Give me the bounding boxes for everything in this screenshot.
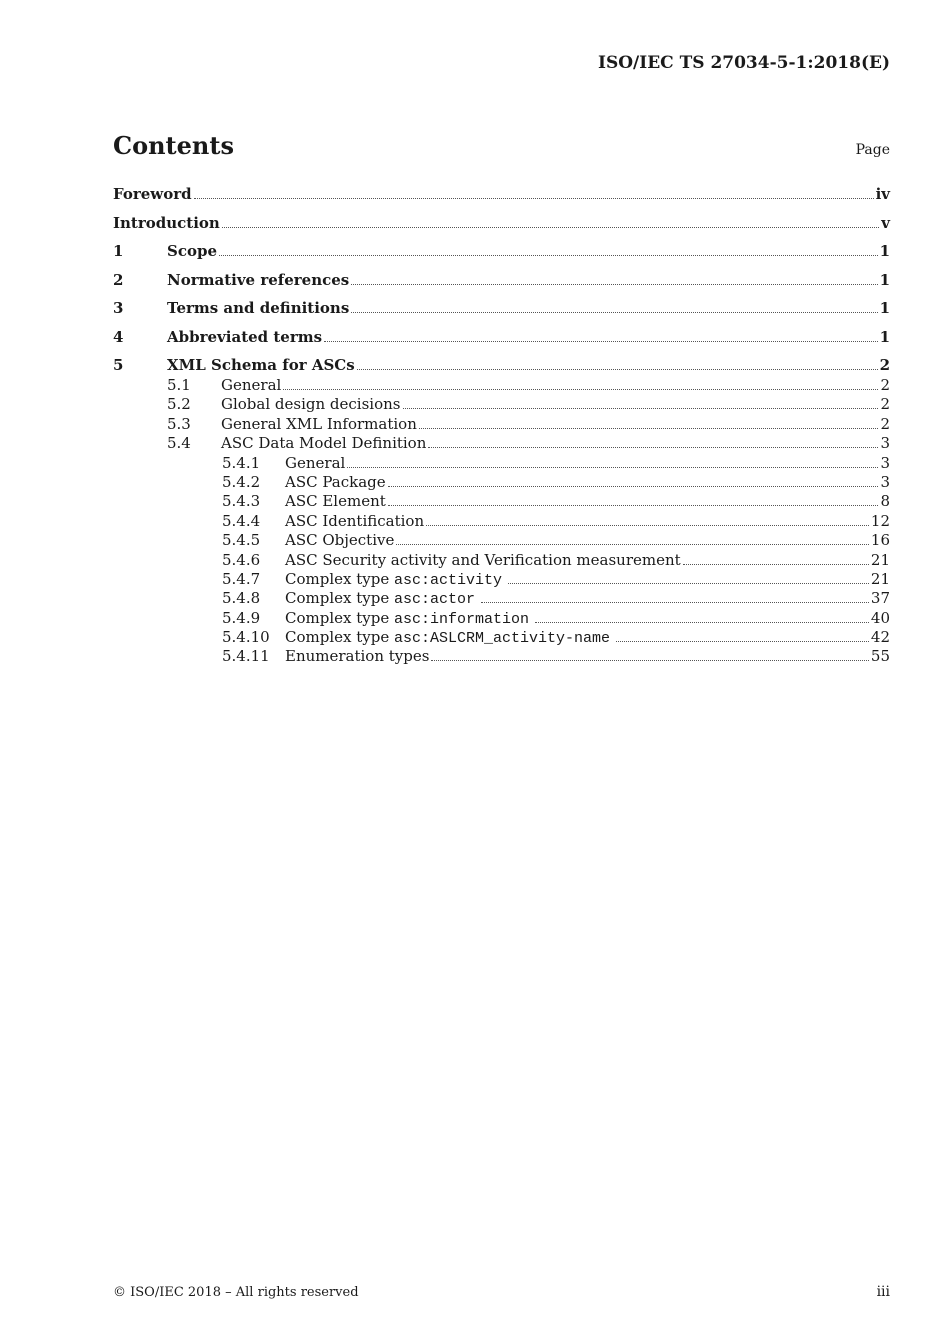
toc-label: XML Schema for ASCs	[167, 356, 355, 374]
toc-code: asc:ASLCRM_activity-name	[393, 630, 611, 648]
toc-number: 5.4.10	[222, 628, 270, 647]
toc-page: v	[881, 213, 890, 232]
dot-leader	[219, 255, 878, 256]
toc-number: 3	[113, 299, 124, 317]
toc-label: General XML Information	[221, 414, 417, 433]
dot-leader	[388, 505, 879, 506]
toc-page: 3	[880, 453, 890, 472]
toc-label: ASC Data Model Definition	[221, 434, 427, 453]
toc-entry-5-4[interactable]	[113, 434, 890, 453]
toc-number: 5.3	[167, 414, 191, 433]
toc-page: 2	[879, 356, 890, 374]
toc-entry-normative-references[interactable]	[113, 271, 890, 300]
page-column-label: Page	[855, 142, 890, 158]
toc-number: 5.4.8	[222, 589, 261, 608]
dot-leader	[357, 369, 878, 370]
toc-number: 5.4	[167, 434, 191, 453]
toc-label: Abbreviated terms	[167, 327, 323, 346]
toc-label: Introduction	[113, 213, 220, 232]
toc-number: 5.4.3	[222, 492, 261, 511]
toc-entry-5-2[interactable]	[113, 395, 890, 414]
toc-number: 4	[113, 327, 124, 346]
toc-entry-5-4-3[interactable]	[113, 492, 890, 511]
toc-code: asc:information	[393, 610, 530, 628]
toc-label: Scope	[167, 242, 218, 260]
toc-label: ASC Security activity and Verification measurement	[285, 550, 681, 569]
dot-leader	[428, 447, 878, 448]
toc-number: 5	[113, 356, 124, 374]
toc-entry-5-4-5[interactable]	[113, 531, 890, 550]
toc-number: 5.4.11	[222, 647, 270, 666]
toc-number: 5.1	[167, 376, 191, 394]
dot-leader	[508, 583, 869, 584]
toc-code: asc:activity	[393, 571, 503, 589]
toc-page: 21	[870, 569, 890, 588]
toc-number: 5.4.2	[222, 472, 261, 491]
toc-number: 5.4.1	[222, 453, 261, 472]
dot-leader	[616, 641, 869, 642]
toc-page: 40	[870, 608, 890, 627]
toc-entry-5-4-11[interactable]	[113, 647, 890, 666]
toc-page: 21	[870, 550, 890, 569]
toc-entry-5-4-1[interactable]	[113, 454, 890, 473]
dot-leader	[351, 312, 877, 313]
page-number: iii	[876, 1284, 890, 1300]
toc-label: ASC Package	[285, 472, 386, 491]
toc-page: 2	[880, 376, 890, 394]
toc-entry-xml-schema[interactable]	[113, 356, 890, 376]
toc-entry-5-4-4[interactable]	[113, 512, 890, 531]
toc-label: ASC Element	[285, 492, 386, 511]
dot-leader	[419, 428, 879, 429]
toc-label: Complex type	[285, 569, 394, 588]
toc-label: General	[285, 453, 346, 472]
toc-label: Terms and definitions	[167, 299, 350, 317]
dot-leader	[347, 467, 878, 468]
toc-label: General	[221, 376, 282, 394]
toc-page: 3	[880, 434, 890, 453]
toc-page: 1	[879, 270, 890, 289]
toc-number: 5.4.7	[222, 569, 261, 588]
dot-leader	[283, 389, 878, 390]
toc-number: 5.4.6	[222, 550, 261, 569]
toc-entry-scope[interactable]	[113, 242, 890, 271]
dot-leader	[431, 660, 868, 661]
toc-label: Normative references	[167, 270, 350, 289]
toc-page: 8	[880, 492, 890, 511]
toc-page: 2	[880, 395, 890, 414]
toc-number: 5.4.9	[222, 608, 261, 627]
toc-page: 12	[870, 511, 890, 530]
toc-entry-5-1[interactable]	[113, 376, 890, 395]
toc-page: 42	[870, 628, 890, 647]
dot-leader	[194, 198, 874, 199]
toc-entry-terms-definitions[interactable]	[113, 299, 890, 328]
toc-page: 1	[879, 299, 890, 317]
dot-leader	[396, 544, 869, 545]
toc-entry-5-4-6[interactable]	[113, 551, 890, 570]
toc-page: 1	[879, 327, 890, 346]
toc-label: Enumeration types	[285, 647, 430, 666]
document-id: ISO/IEC TS 27034-5-1:2018(E)	[598, 53, 890, 73]
toc-number: 5.4.5	[222, 531, 261, 550]
dot-leader	[324, 341, 877, 342]
toc-entry-5-4-2[interactable]	[113, 473, 890, 492]
toc-label: Complex type	[285, 608, 394, 627]
toc-number: 5.4.4	[222, 511, 261, 530]
dot-leader	[351, 284, 877, 285]
toc-label: Complex type	[285, 589, 394, 608]
toc-number: 2	[113, 270, 124, 289]
dot-leader	[481, 602, 869, 603]
toc-entry-5-4-7[interactable]	[113, 570, 890, 589]
toc-label: ASC Objective	[285, 531, 395, 550]
page-title: Contents	[113, 131, 234, 160]
toc-entry-abbreviated-terms[interactable]	[113, 328, 890, 357]
toc-entry-5-3[interactable]	[113, 415, 890, 434]
toc-label: ASC Identification	[285, 511, 425, 530]
toc-code: asc:actor	[393, 591, 475, 609]
toc-entry-5-4-8[interactable]	[113, 589, 890, 608]
toc-page: 55	[870, 647, 890, 666]
dot-leader	[403, 408, 879, 409]
toc-label: Complex type	[285, 628, 394, 647]
toc-page: iv	[875, 185, 890, 203]
dot-leader	[388, 486, 879, 487]
toc-page: 3	[880, 472, 890, 491]
toc-label: Foreword	[113, 185, 192, 203]
toc-number: 5.2	[167, 395, 191, 414]
toc-page: 37	[870, 589, 890, 608]
toc-entry-5-4-9[interactable]	[113, 609, 890, 628]
toc-label: Global design decisions	[221, 395, 401, 414]
dot-leader	[426, 525, 869, 526]
table-of-contents	[113, 185, 890, 667]
toc-page: 2	[880, 414, 890, 433]
toc-page: 1	[879, 242, 890, 260]
dot-leader	[683, 564, 869, 565]
dot-leader	[222, 227, 879, 228]
toc-number: 1	[113, 242, 124, 260]
toc-entry-foreword[interactable]	[113, 185, 890, 214]
toc-entry-introduction[interactable]	[113, 214, 890, 243]
copyright-notice: © ISO/IEC 2018 – All rights reserved	[113, 1285, 359, 1300]
dot-leader	[535, 622, 869, 623]
toc-page: 16	[870, 531, 890, 550]
toc-entry-5-4-10[interactable]	[113, 628, 890, 647]
